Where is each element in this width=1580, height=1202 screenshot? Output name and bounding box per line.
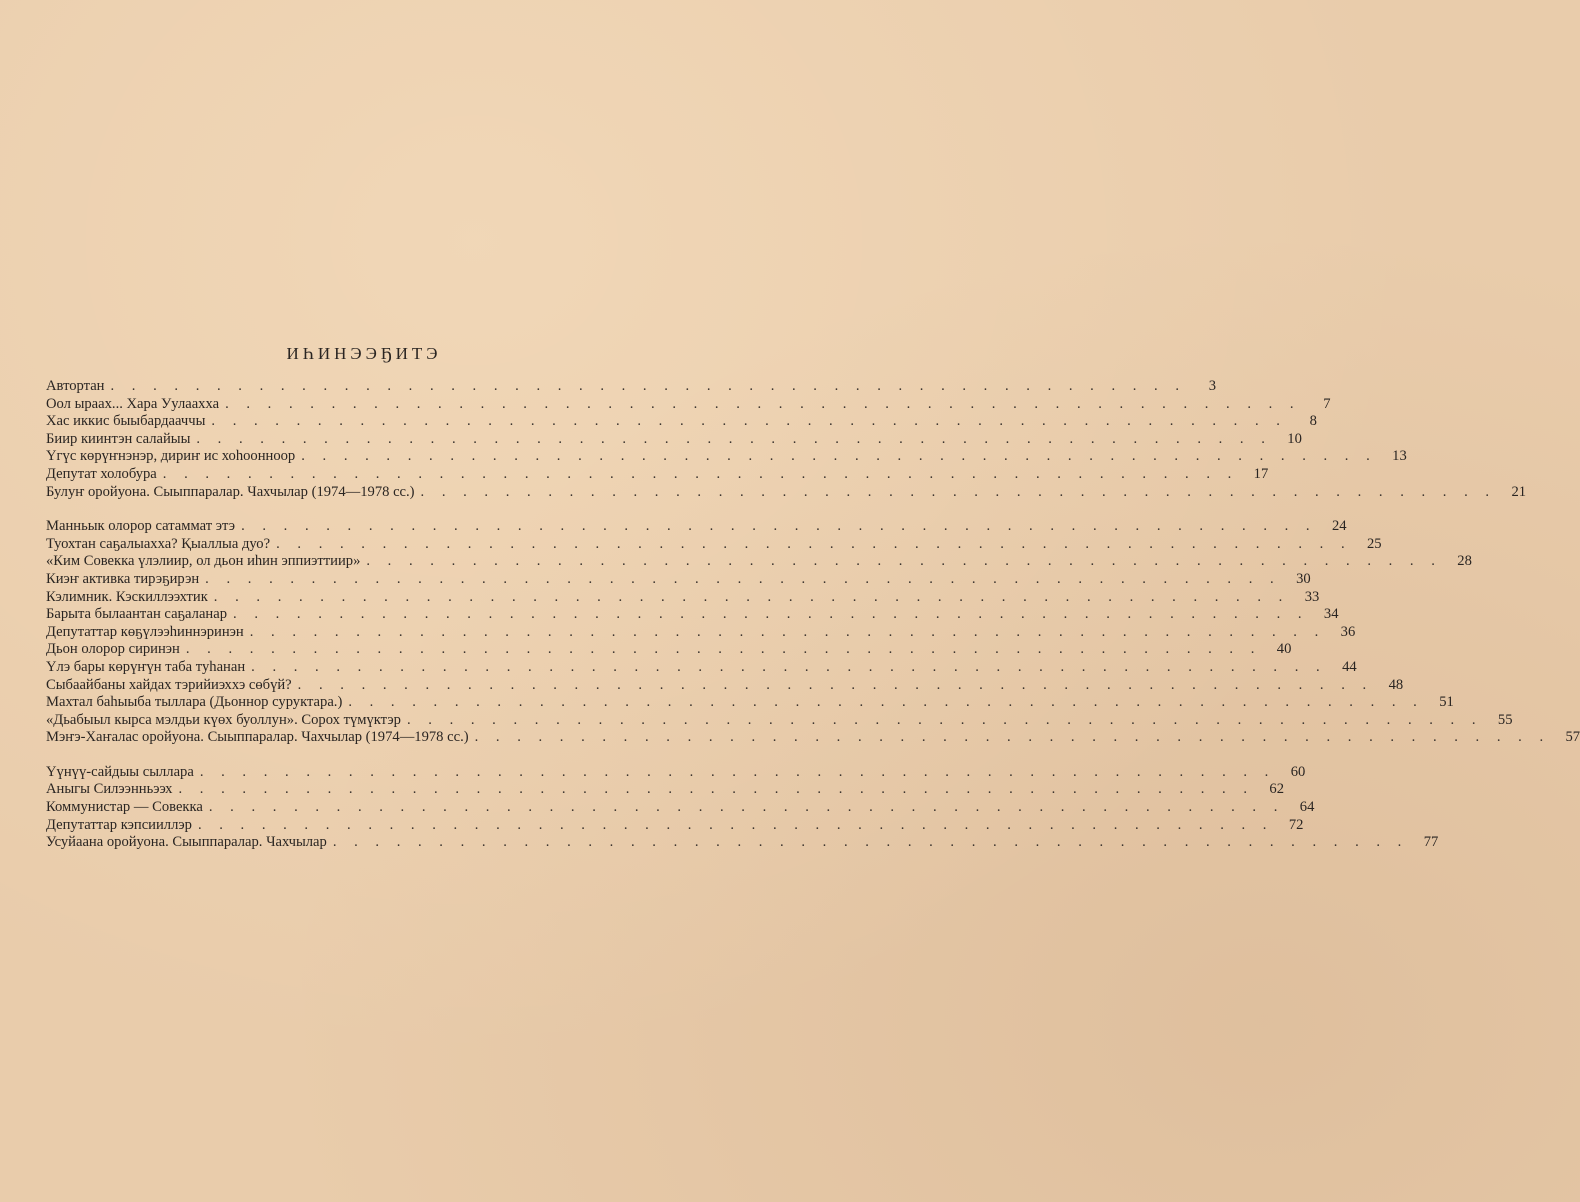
dot-leader: . . . . . . . . . . . . . . . . . . . . . . . . . . . . . . . . . . . . . . . . . . . . . . . . . . . [110, 378, 1186, 394]
toc-entry-page-number: 48 [1388, 676, 1404, 693]
toc-entry-label: Дьон олорор сиринэн [46, 641, 180, 658]
dot-leader: . . . . . . . . . . . . . . . . . . . . . . . . . . . . . . . . . . . . . . . . . . . . . . . . . . . [199, 763, 1276, 780]
toc-entry-label: Үгүс көрүҥнэнэр, дириҥ ис хоһоонноор [46, 448, 296, 465]
dot-leader: . . . . . . . . . . . . . . . . . . . . . . . . . . . . . . . . . . . . . . . . . . . . . . . . . . . [420, 483, 1497, 500]
toc-entry-label: Аныгы Силээнньээх [46, 781, 173, 798]
dot-leader: . . . . . . . . . . . . . . . . . . . . . . . . . . . . . . . . . . . . . . . . . . . . . . . . . . . [178, 781, 1254, 798]
toc-entry-page-number: 72 [1288, 816, 1304, 833]
toc-entry-label: Махтал баһыыба тыллара (Дьоннор суруктара.) [46, 694, 343, 711]
toc-entry [46, 694, 1454, 712]
toc-entry [46, 413, 1317, 431]
toc-entry [46, 799, 1315, 817]
toc-entry-page-number: 33 [1304, 588, 1320, 605]
toc-entry-page-number: 57 [1565, 729, 1580, 746]
toc-entry [46, 378, 1216, 396]
toc-entry-page-number: 25 [1367, 535, 1382, 552]
toc-entry [46, 816, 1304, 835]
toc-entry-label: «Ким Совекка үлэлиир, ол дьон иһин эппиэттиир» [46, 553, 361, 570]
toc-entry [46, 448, 1407, 466]
toc-entry-page-number: 55 [1497, 711, 1513, 728]
toc-entry [46, 430, 1302, 449]
dot-leader: . . . . . . . . . . . . . . . . . . . . . . . . . . . . . . . . . . . . . . . . . . . . . . . . . . . [211, 413, 1287, 430]
toc-entry-label: Оол ыраах... Хара Уулаахха [46, 395, 220, 412]
dot-leader: . . . . . . . . . . . . . . . . . . . . . . . . . . . . . . . . . . . . . . . . . . . . . . . . . . . [474, 729, 1551, 746]
toc-entry [46, 676, 1404, 695]
toc-entry-page-number: 30 [1296, 570, 1311, 587]
toc-entry [46, 535, 1382, 554]
toc-entry [46, 623, 1356, 642]
toc-entry [46, 711, 1513, 730]
dot-leader: . . . . . . . . . . . . . . . . . . . . . . . . . . . . . . . . . . . . . . . . . . . . . . . . . . . [225, 395, 1301, 412]
dot-leader: . . . . . . . . . . . . . . . . . . . . . . . . . . . . . . . . . . . . . . . . . . . . . . . . . . . [332, 834, 1409, 851]
toc-group [46, 763, 1439, 852]
dot-leader: . . . . . . . . . . . . . . . . . . . . . . . . . . . . . . . . . . . . . . . . . . . . . . . . . . . [208, 799, 1285, 816]
toc-entry-label: Сыбаайбаны хайдах тэрийиэххэ сөбүй? [46, 676, 292, 693]
toc-entry [46, 781, 1284, 799]
toc-entry-label: Усуйаана оройуона. Сыыппаралар. Чахчылар [46, 834, 327, 851]
toc-group [46, 518, 1580, 747]
toc-entry-page-number: 10 [1287, 430, 1302, 447]
toc-entry-label: Депутаттар көҕүлээһиннэринэн [46, 623, 244, 640]
dot-leader: . . . . . . . . . . . . . . . . . . . . . . . . . . . . . . . . . . . . . . . . . . . . . . . . . . . [197, 816, 1274, 833]
dot-leader: . . . . . . . . . . . . . . . . . . . . . . . . . . . . . . . . . . . . . . . . . . . . . . . . . . . [241, 518, 1317, 535]
toc-entry-label: Барыта былаантан саҕаланар [46, 606, 228, 623]
toc-entry-page-number: 60 [1290, 763, 1306, 780]
toc-entry-label: Булуҥ оройуона. Сыыппаралар. Чахчылар (1974—1978 сс.) [46, 483, 415, 500]
toc-entry-page-number: 62 [1269, 781, 1284, 798]
toc-entry [46, 763, 1306, 782]
toc-entry-label: Хас иккис быыбардааччы [46, 413, 206, 430]
dot-leader: . . . . . . . . . . . . . . . . . . . . . . . . . . . . . . . . . . . . . . . . . . . . . . . . . . . [406, 711, 1483, 728]
toc-entry-label: Депутат холобура [46, 465, 157, 482]
toc-entry-page-number: 24 [1331, 518, 1347, 535]
toc-entry-label: Киэҥ активка тирэҕирэн [46, 570, 200, 587]
toc-entry-label: Биир киинтэн салайыы [46, 430, 191, 447]
toc-entry-label: Коммунистар — Совекка [46, 799, 203, 816]
toc-entry-label: Үлэ бары көрүҥүн таба туһанан [46, 658, 246, 675]
toc-entry [46, 518, 1347, 536]
dot-leader: . . . . . . . . . . . . . . . . . . . . . . . . . . . . . . . . . . . . . . . . . . . . . . . . . . . [162, 465, 1239, 482]
toc-entry [46, 658, 1357, 677]
toc-entry-page-number: 36 [1340, 623, 1356, 640]
toc-entry-label: Манньык олорор сатаммат этэ [46, 518, 236, 535]
toc-entry-page-number: 64 [1299, 799, 1315, 816]
toc-entry [46, 465, 1269, 484]
dot-leader: . . . . . . . . . . . . . . . . . . . . . . . . . . . . . . . . . . . . . . . . . . . . . . . . . . . [348, 694, 1424, 711]
toc-entry-label: Автортан [46, 378, 105, 394]
dot-leader: . . . . . . . . . . . . . . . . . . . . . . . . . . . . . . . . . . . . . . . . . . . . . . . . . . . [205, 570, 1281, 587]
dot-leader: . . . . . . . . . . . . . . . . . . . . . . . . . . . . . . . . . . . . . . . . . . . . . . . . . . . [213, 588, 1290, 605]
toc-entry-label: «Дьабыыл кырса мэлдьи күөх буоллун». Сорох түмүктэр [46, 711, 401, 728]
toc-entry-page-number: 34 [1323, 606, 1339, 623]
toc-entry-page-number: 8 [1309, 413, 1317, 430]
toc-entry [46, 729, 1580, 747]
dot-leader: . . . . . . . . . . . . . . . . . . . . . . . . . . . . . . . . . . . . . . . . . . . . . . . . . . . [249, 623, 1326, 640]
toc-title: ИҺИНЭЭҔИТЭ [286, 344, 442, 363]
toc-entry-label: Туохтан саҕалыахха? Қыаллыа дуо? [46, 535, 271, 552]
toc-entry-page-number: 40 [1276, 641, 1292, 658]
toc-entry-label: Депутаттар кэпсииллэр [46, 816, 192, 833]
toc-entry-page-number: 17 [1253, 465, 1269, 482]
toc-entry-label: Кэлимник. Кэскиллээхтик [46, 588, 208, 605]
dot-leader: . . . . . . . . . . . . . . . . . . . . . . . . . . . . . . . . . . . . . . . . . . . . . . . . . . . [301, 448, 1377, 465]
toc-entry [46, 606, 1339, 624]
toc-entry [46, 395, 1331, 414]
toc-entry [46, 570, 1311, 589]
toc-entry-page-number: 21 [1511, 483, 1527, 500]
toc-entry-page-number: 3 [1208, 378, 1216, 394]
dot-leader: . . . . . . . . . . . . . . . . . . . . . . . . . . . . . . . . . . . . . . . . . . . . . . . . . . . [196, 430, 1272, 447]
toc-entry [46, 483, 1527, 502]
dot-leader: . . . . . . . . . . . . . . . . . . . . . . . . . . . . . . . . . . . . . . . . . . . . . . . . . . . [366, 553, 1442, 570]
dot-leader: . . . . . . . . . . . . . . . . . . . . . . . . . . . . . . . . . . . . . . . . . . . . . . . . . . . [297, 676, 1374, 693]
toc-entry-page-number: 7 [1323, 395, 1331, 412]
dot-leader: . . . . . . . . . . . . . . . . . . . . . . . . . . . . . . . . . . . . . . . . . . . . . . . . . . . [185, 641, 1262, 658]
toc-entry-page-number: 51 [1439, 694, 1454, 711]
dot-leader: . . . . . . . . . . . . . . . . . . . . . . . . . . . . . . . . . . . . . . . . . . . . . . . . . . . [251, 658, 1327, 675]
toc-entry-page-number: 28 [1457, 553, 1472, 570]
toc-entry-page-number: 77 [1423, 834, 1439, 851]
toc-entry [46, 553, 1472, 571]
toc-entry-label: Үүнүү-сайдыы сыллара [46, 763, 194, 780]
toc-entry [46, 834, 1439, 852]
toc-entry-label: Мэҥэ-Хаҥалас оройуона. Сыыппаралар. Чахчылар (1974—1978 сс.) [46, 729, 469, 746]
toc-group [46, 378, 1527, 501]
toc-entry [46, 641, 1292, 659]
table-of-contents [46, 378, 1580, 852]
toc-entry [46, 588, 1320, 607]
dot-leader: . . . . . . . . . . . . . . . . . . . . . . . . . . . . . . . . . . . . . . . . . . . . . . . . . . . [276, 535, 1352, 552]
toc-entry-page-number: 13 [1392, 448, 1407, 465]
toc-entry-page-number: 44 [1342, 658, 1357, 675]
dot-leader: . . . . . . . . . . . . . . . . . . . . . . . . . . . . . . . . . . . . . . . . . . . . . . . . . . . [233, 606, 1309, 623]
